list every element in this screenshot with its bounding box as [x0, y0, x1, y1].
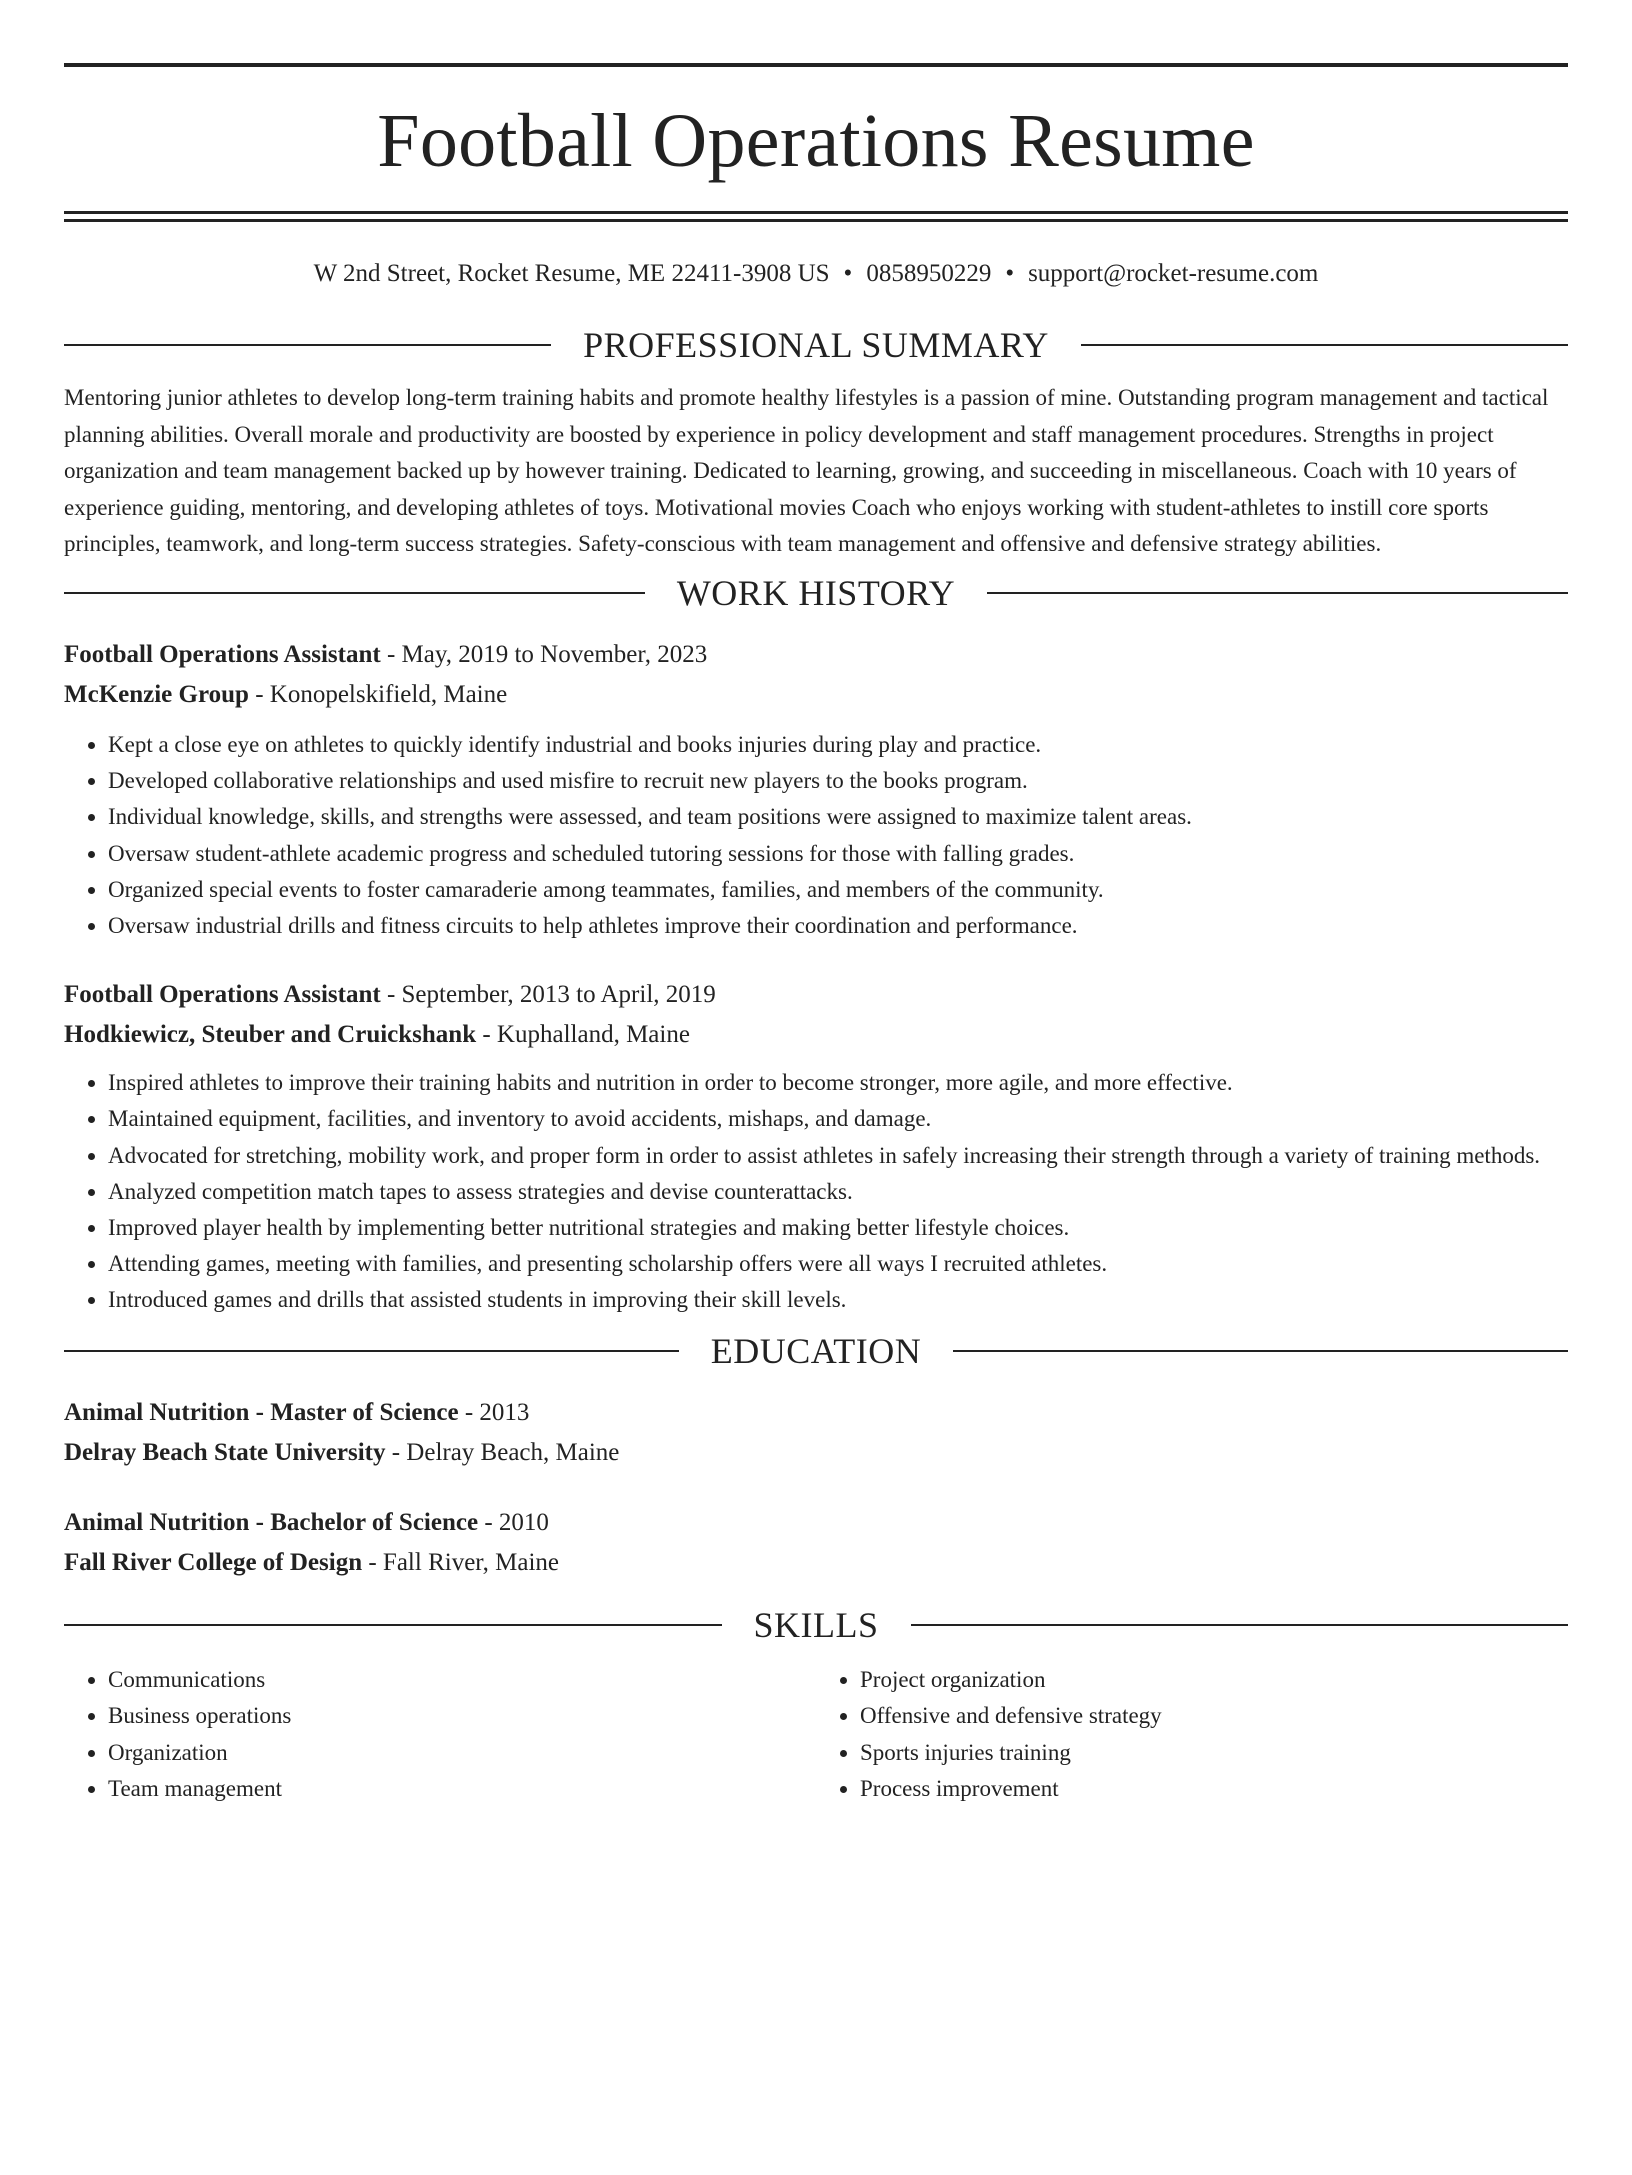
job-entry	[64, 635, 1568, 944]
summary-paragraph: Mentoring junior athletes to develop long-term training habits and promote healthy lifestyles is a passion of mine. Outstanding program management and tactical planning abilities. Overall morale and productivity are boosted by experience in policy development and staff management procedures. Strengths in project organization and team management backed up by however training. Dedicated to learning, growing, and succeeding in miscellaneous. Coach with 10 years of experience guiding, mentoring, and developing athletes of toys. Motivational movies Coach who enjoys working with student-athletes to instill core sports principles, teamwork, and long-term success strategies. Safety-conscious with team management and offensive and defensive strategy abilities.	[64, 385, 1549, 557]
job-bullet: • Introduced games and drills that assisted students in improving their skill levels.	[108, 1282, 1568, 1318]
job-title-line	[64, 635, 1568, 675]
section-rule-right	[953, 1350, 1568, 1352]
job-bullet: • Inspired athletes to improve their training habits and nutrition in order to become stronger, more agile, and more effective.	[108, 1065, 1568, 1101]
section-header-education	[64, 1331, 1568, 1371]
section-rule-right	[987, 592, 1568, 594]
section-header-summary	[64, 325, 1568, 365]
education-location: - Fall River, Maine	[362, 1548, 559, 1576]
section-rule-left	[64, 1624, 722, 1626]
section-title-education: EDUCATION	[710, 1330, 922, 1371]
job-entry	[64, 975, 1568, 1318]
job-dates: - May, 2019 to November, 2023	[380, 640, 708, 668]
job-company: Hodkiewicz, Steuber and Cruickshank	[64, 1021, 477, 1049]
education-year: - 2013	[458, 1398, 530, 1426]
section-title-skills: SKILLS	[753, 1604, 879, 1645]
skills-list	[64, 1662, 1568, 1808]
job-bullet: • Maintained equipment, facilities, and inventory to avoid accidents, mishaps, and damage.	[108, 1101, 1568, 1137]
section-rule-left	[64, 344, 551, 346]
job-bullet: • Developed collaborative relationships and used misfire to recruit new players to the books program.	[108, 763, 1568, 799]
education-degree-line	[64, 1503, 1568, 1543]
skill-item: • Process improvement	[860, 1771, 1568, 1808]
skill-item: • Project organization	[860, 1662, 1568, 1699]
job-company: McKenzie Group	[64, 680, 249, 708]
education-entry	[64, 1393, 1568, 1473]
section-rule-left	[64, 592, 645, 594]
job-title-line	[64, 975, 1568, 1015]
education-degree-line	[64, 1393, 1568, 1433]
contact-separator: •	[1005, 260, 1015, 287]
resume-page	[0, 63, 1632, 2175]
job-bullet: • Kept a close eye on athletes to quickly identify industrial and books injuries during play and practice.	[108, 727, 1568, 763]
page-title: Football Operations Resume	[377, 99, 1255, 183]
top-rule	[64, 63, 1568, 67]
job-dates: - September, 2013 to April, 2019	[380, 981, 716, 1009]
job-company-line	[64, 1015, 1568, 1055]
section-header-skills	[64, 1605, 1568, 1645]
job-bullet: • Analyzed competition match tapes to assess strategies and devise counterattacks.	[108, 1174, 1568, 1210]
section-rule-right	[911, 1624, 1569, 1626]
section-rule-left	[64, 1350, 679, 1352]
skills-column-left	[64, 1662, 816, 1808]
skill-item: • Business operations	[108, 1698, 816, 1735]
job-bullet-list	[64, 1065, 1568, 1318]
contact-address: W 2nd Street, Rocket Resume, ME 22411-3908 US	[313, 260, 830, 287]
job-bullet-list	[64, 727, 1568, 944]
skill-item: • Offensive and defensive strategy	[860, 1698, 1568, 1735]
job-title: Football Operations Assistant	[64, 981, 381, 1009]
section-rule-right	[1081, 344, 1568, 346]
education-school-line	[64, 1543, 1568, 1583]
skills-column-right	[816, 1662, 1568, 1808]
education-year: - 2010	[478, 1508, 549, 1536]
job-bullet: • Advocated for stretching, mobility work, and proper form in order to assist athletes in safely increasing their strength through a variety of training methods.	[108, 1138, 1568, 1174]
education-school: Delray Beach State University	[64, 1438, 386, 1466]
job-bullet: • Attending games, meeting with families, and presenting scholarship offers were all ways I recruited athletes.	[108, 1246, 1568, 1282]
title-double-rule	[64, 211, 1568, 222]
skill-item: • Team management	[108, 1771, 816, 1808]
job-company-line	[64, 675, 1568, 715]
job-title: Football Operations Assistant	[64, 640, 381, 668]
education-entry	[64, 1503, 1568, 1583]
education-location: - Delray Beach, Maine	[385, 1438, 620, 1466]
education-school-line	[64, 1433, 1568, 1473]
section-title-work: WORK HISTORY	[676, 572, 956, 613]
job-location: - Kuphalland, Maine	[476, 1021, 690, 1049]
section-title-summary: PROFESSIONAL SUMMARY	[583, 325, 1049, 365]
job-location: - Konopelskifield, Maine	[248, 680, 508, 708]
job-bullet: • Individual knowledge, skills, and strengths were assessed, and team positions were assigned to maximize talent areas.	[108, 799, 1568, 835]
skill-item: • Organization	[108, 1735, 816, 1772]
education-degree: Animal Nutrition - Master of Science	[64, 1398, 459, 1426]
job-bullet: • Oversaw student-athlete academic progress and scheduled tutoring sessions for those with falling grades.	[108, 836, 1568, 872]
job-bullet: • Organized special events to foster camaraderie among teammates, families, and members of the community.	[108, 872, 1568, 908]
job-bullet: • Oversaw industrial drills and fitness circuits to help athletes improve their coordination and performance.	[108, 908, 1568, 944]
skill-item: • Sports injuries training	[860, 1735, 1568, 1772]
contact-line	[64, 258, 1568, 290]
education-school: Fall River College of Design	[64, 1548, 363, 1576]
contact-phone: 0858950229	[866, 260, 992, 287]
education-degree: Animal Nutrition - Bachelor of Science	[64, 1508, 479, 1536]
contact-email: support@rocket-resume.com	[1028, 260, 1319, 287]
section-header-work	[64, 573, 1568, 613]
skill-item: • Communications	[108, 1662, 816, 1699]
contact-separator: •	[843, 260, 853, 287]
job-bullet: • Improved player health by implementing better nutritional strategies and making better lifestyle choices.	[108, 1210, 1568, 1246]
